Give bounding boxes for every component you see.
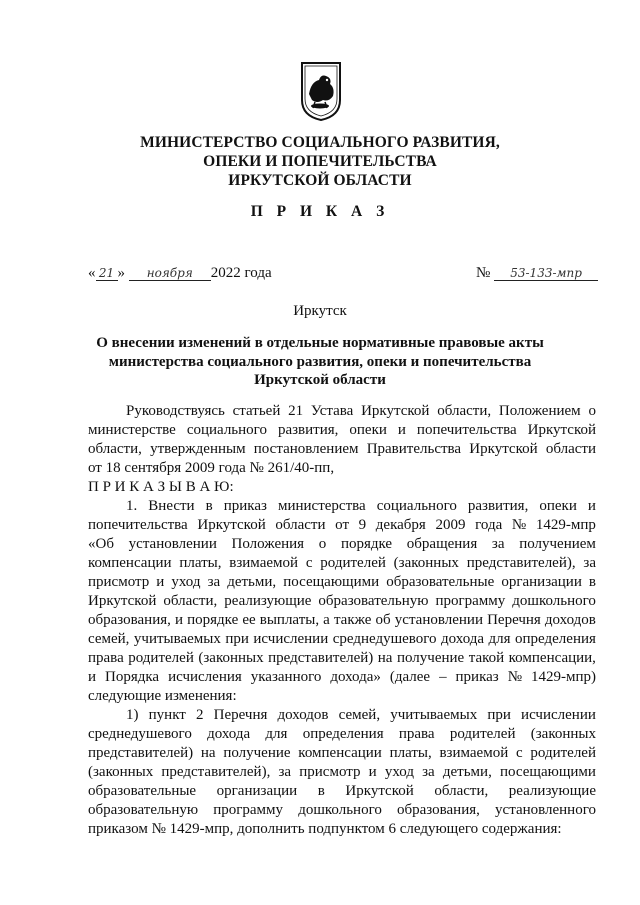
irkutsk-coat-of-arms-icon xyxy=(299,60,343,122)
body-line-2: министерстве социального развития, опеки и попечительства Иркутской xyxy=(88,422,596,438)
body-line-9: компенсации платы, взимаемой с родителей (законных представителей), за xyxy=(88,555,596,571)
body-line-14: права родителей (законных представителей) на получение такой компенсации, xyxy=(88,650,596,666)
number-value-handwritten: 53-133-мпр xyxy=(494,266,598,281)
body-line-19: представителей) на получение компенсации платы, взимаемой с родителей xyxy=(88,745,596,761)
ministry-line-3: ИРКУТСКОЙ ОБЛАСТИ xyxy=(228,172,412,189)
body-line-10: присмотр и уход за детьми, посещающими образовательные организации в xyxy=(88,574,596,590)
body-line-16: следующие изменения: xyxy=(88,688,237,704)
subject-line-3: Иркутской области xyxy=(254,372,386,388)
order-number xyxy=(476,265,598,282)
body-line-11: Иркутской области, реализующие образовательную программу дошкольного xyxy=(88,593,596,609)
body-line-22: образовательную программу дошкольного образования, установленного xyxy=(88,802,596,818)
body-line-20: (законных представителей), за присмотр и уход за детьми, посещающими xyxy=(88,764,596,780)
body-line-21: образовательные организации в Иркутской области, реализующие xyxy=(88,783,596,799)
date-close-quote: » xyxy=(117,265,125,281)
ministry-line-1: МИНИСТЕРСТВО СОЦИАЛЬНОГО РАЗВИТИЯ, xyxy=(140,134,500,151)
body-line-12: образования, и порядке ее выплаты, а также об установлении Перечня доходов xyxy=(88,612,596,628)
date-day-handwritten: 21 xyxy=(96,266,118,281)
body-line-1: Руководствуясь статьей 21 Устава Иркутской области, Положением о xyxy=(126,403,596,419)
ministry-name xyxy=(0,133,640,190)
body-line-5: П Р И К А З Ы В А Ю: xyxy=(88,479,234,495)
ministry-line-2: ОПЕКИ И ПОПЕЧИТЕЛЬСТВА xyxy=(203,153,437,170)
body-line-15: и Порядка исчисления указанного дохода» (далее – приказ № 1429-мпр) xyxy=(88,669,596,685)
body-line-3: области, утвержденным постановлением Правительства Иркутской области xyxy=(88,441,596,457)
order-subject xyxy=(0,334,640,390)
date-month-handwritten: ноября xyxy=(129,266,211,281)
body-line-13: семей, учитываемых при исчислении среднедушевого дохода для определения xyxy=(88,631,596,647)
body-line-8: «Об установлении Положения о порядке обращения за получением xyxy=(88,536,596,552)
date-year: 2022 года xyxy=(210,265,272,281)
order-body xyxy=(88,402,596,839)
subject-line-2: министерства социального развития, опеки и попечительства xyxy=(108,353,532,370)
body-line-18: среднедушевого дохода для определения права родителей (законных xyxy=(88,726,596,742)
body-line-17: 1) пункт 2 Перечня доходов семей, учитываемых при исчислении xyxy=(126,707,596,723)
body-line-4: от 18 сентября 2009 года № 261/40-пп, xyxy=(88,460,335,476)
subject-line-1: О внесении изменений в отдельные нормативные правовые акты xyxy=(96,335,544,351)
body-line-7: попечительства Иркутской области от 9 декабря 2009 года № 1429-мпр xyxy=(88,517,596,533)
body-line-6: 1. Внести в приказ министерства социального развития, опеки и xyxy=(126,498,596,514)
city: Иркутск xyxy=(293,303,347,319)
order-title: П Р И К А З xyxy=(250,203,390,220)
number-prefix: № xyxy=(476,265,491,281)
order-date xyxy=(88,265,272,282)
body-line-23: приказом № 1429-мпр, дополнить подпунктом 6 следующего содержания: xyxy=(88,821,562,837)
date-open-quote: « xyxy=(88,265,96,281)
